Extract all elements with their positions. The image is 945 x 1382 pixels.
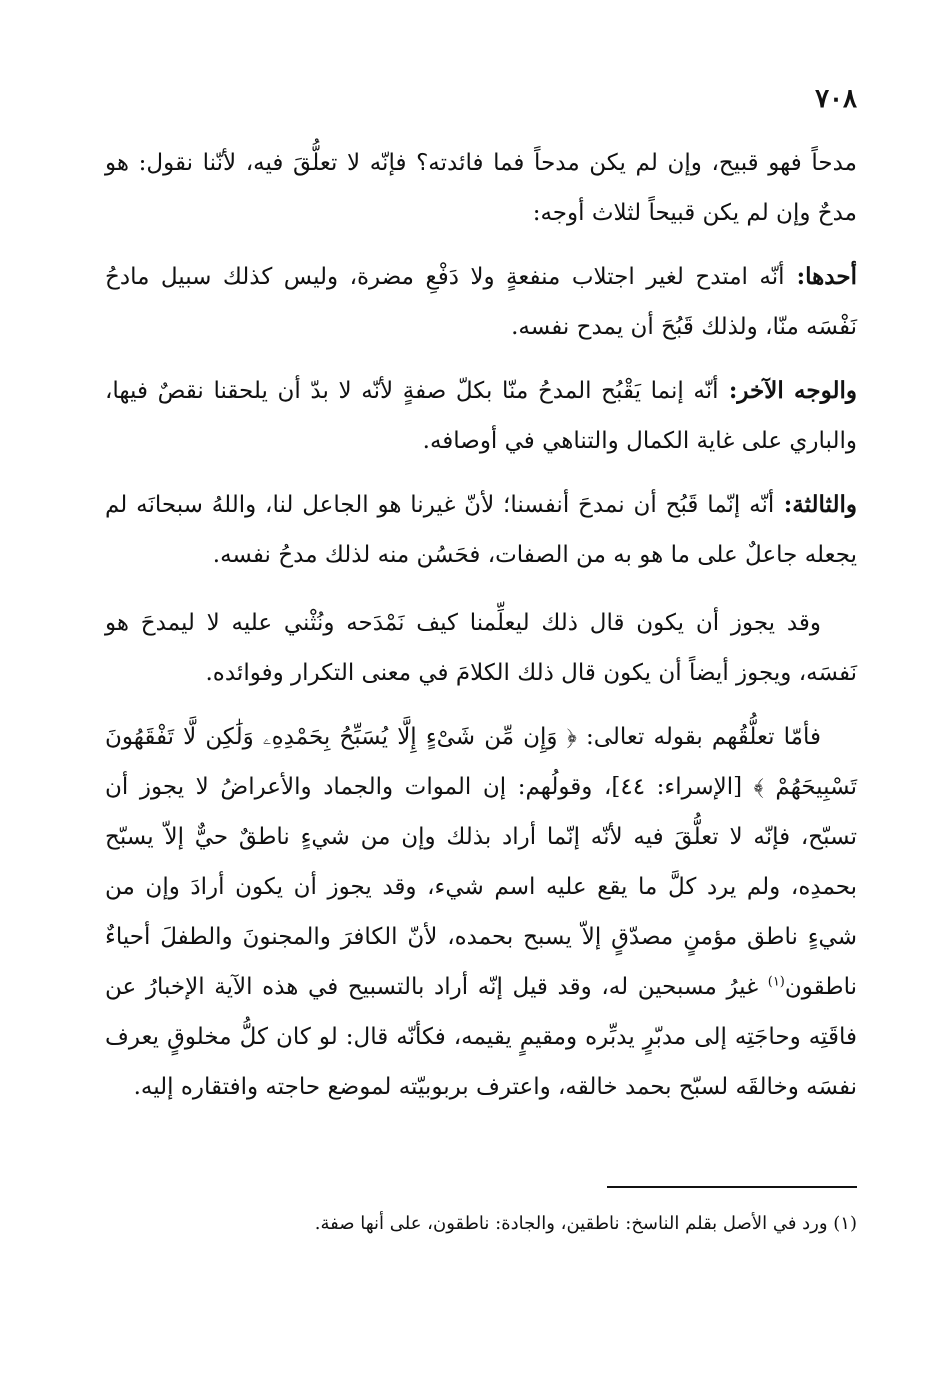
paragraph-lead: والثالثة: <box>774 491 857 518</box>
paragraph-text: أنّه إنّما قَبُح أن نمدحَ أنفسنا؛ لأنّ غيرنا هو الجاعل لنا، واللهُ سبحانَه لم يجعله جاعلٌ على ما هو به من الصفات، فحَسُن منه لذلك مدحُ نفسه. <box>105 492 857 568</box>
paragraph-text: أنّه إنما يَقْبُح المدحُ منّا بكلّ صفةٍ لأنّه لا بدّ أن يلحقنا نقصٌ فيها، والباري على غاية الكمال والتناهي في أوصافه. <box>105 378 857 454</box>
paragraph-5 <box>105 598 857 698</box>
paragraph-6 <box>105 712 857 1112</box>
paragraph-first-reason <box>105 252 857 352</box>
footnote-reference: (١) <box>767 974 785 990</box>
paragraph-1 <box>105 138 857 238</box>
paragraph-lead: والوجه الآخر: <box>718 377 857 404</box>
paragraph-text: مدحاً فهو قبيح، وإن لم يكن مدحاً فما فائدته؟ فإنّه لا تعلُّقَ فيه، لأنّنا نقول: هو مدحٌ وإن لم يكن قبيحاً لثلاث أوجه: <box>105 150 857 226</box>
paragraph-third-reason <box>105 480 857 580</box>
footnote: (١) ورد في الأصل بقلم الناسخ: ناطقين، والجادة: ناطقون، على أنها صفة. <box>314 1213 857 1234</box>
main-text <box>105 138 857 1126</box>
paragraph-text: فأمّا تعلُّقُهم بقوله تعالى: ﴿ وَإِن مِّن شَىْءٍ إِلَّا يُسَبِّحُ بِحَمْدِهِۦ وَلَٰكِن لَّا تَفْقَهُونَ تَسْبِيحَهُمْ ﴾ [الإسراء: ٤٤]، وقولُهم: إن الموات والجماد والأعراضُ لا يجوز أن تسبّح، فإنّه لا تعلُّقَ فيه لأنّه إنّما أراد بذلك وإن من شيءٍ ناطقٌ حيٌّ إلاّ يسبّح بحمدِه، ولم يرد كلَّ ما يقع عليه اسم شيء، وقد يجوز أن يكون أرادَ وإن من شيءٍ ناطق مؤمنٍ مصدّقٍ إلاّ يسبح بحمده، لأنّ الكافرَ والمجنونَ والطفلَ أحياءٌ ناطقون <box>105 724 857 1000</box>
paragraph-lead: أحدها: <box>784 263 857 290</box>
paragraph-second-reason <box>105 366 857 466</box>
page-number: ٧٠٨ <box>815 84 857 114</box>
paragraph-text-continued: غيرُ مسبحين له، وقد قيل إنّه أراد بالتسبيح في هذه الآية الإخبارُ عن فاقَتِه وحاجَتِه إلى مدبّرٍ يدبِّره ومقيمٍ يقيمه، فكأنّه قال: لو كان كلُّ مخلوقٍ يعرف نفسَه وخالقَه لسبّح بحمد خالقه، واعترف بربوبيّته لموضع حاجته وافتقاره إليه. <box>105 974 857 1100</box>
footnote-divider <box>607 1186 857 1188</box>
paragraph-text: أنّه امتدح لغير اجتلاب منفعةٍ ولا دَفْعِ مضرة، وليس كذلك سبيل مادحُ نَفْسَه منّا، ولذلك قَبُحَ أن يمدح نفسه. <box>105 264 857 340</box>
paragraph-text: وقد يجوز أن يكون قال ذلك ليعلِّمنا كيف نَمْدَحه ونُثْني عليه لا ليمدحَ هو نَفسَه، ويجوز أيضاً أن يكون قال ذلك الكلامَ في معنى التكرار وفوائده. <box>105 610 857 686</box>
